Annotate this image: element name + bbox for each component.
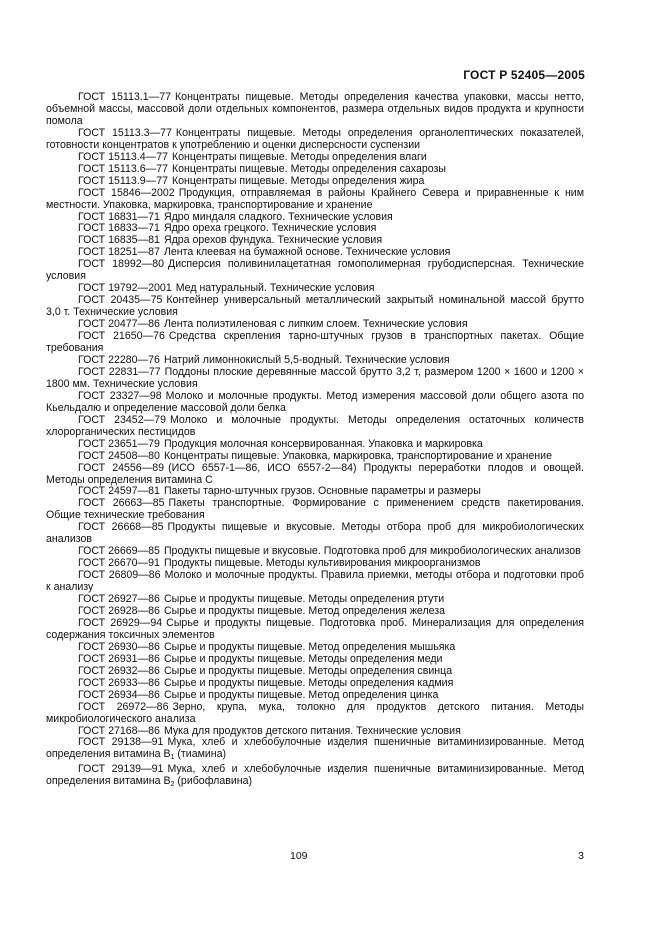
page-number: 109 <box>290 850 308 862</box>
standard-code: ГОСТ 15113.6—77 <box>78 162 168 175</box>
standard-code: ГОСТ 16835—81 <box>78 234 160 247</box>
standard-code: ГОСТ 23452—79 <box>78 413 166 426</box>
standard-title: Мед натуральный. Технические условия <box>175 282 375 295</box>
standard-title: Продукты пищевые и вкусовые. Подготовка проб для микробиологических анализов <box>163 545 581 558</box>
reference-entry <box>46 570 584 594</box>
standard-code: ГОСТ 26934—86 <box>78 688 160 701</box>
standard-code: ГОСТ 26972—86 <box>78 700 169 713</box>
standard-title: Зерно, крупа, мука, толокно для продуктов детского питания. Методы микробиологического анализа <box>46 700 584 725</box>
standard-code: ГОСТ 24597—81 <box>78 485 160 498</box>
standard-code: ГОСТ 18251—87 <box>78 246 160 259</box>
standard-title: Концентраты пищевые. Методы определения влаги <box>171 150 427 163</box>
standard-title: Молоко и молочные продукты. Правила приемки, методы отбора и подготовки проб к анализу <box>46 569 584 594</box>
standard-code: ГОСТ 26927—86 <box>78 593 160 606</box>
standard-code: ГОСТ 26809—86 <box>78 569 161 582</box>
standard-title: Сырье и продукты пищевые. Методы определения ртути <box>163 593 445 606</box>
standard-code: ГОСТ 26933—86 <box>78 676 160 689</box>
reference-entry <box>46 259 584 283</box>
standard-title: Дисперсия поливинилацетатная гомополимерная грубодисперсная. Технические условия <box>46 258 584 283</box>
sheet-number: 3 <box>578 850 584 862</box>
standard-title: Продукция молочная консервированная. Упаковка и маркировка <box>163 437 483 450</box>
standard-code: ГОСТ 26928—86 <box>78 604 160 617</box>
standard-title: Лента клеевая на бумажной основе. Технические условия <box>163 246 451 259</box>
standard-title: Продукция, отправляемая в районы Крайнего Севера и приравненные к ним местности. Упаковка, маркировка, транспортирование и хранение <box>46 186 584 211</box>
standard-title: Сырье и продукты пищевые. Методы определения кадмия <box>163 676 454 689</box>
standard-title: Сырье и продукты пищевые. Методы определения свинца <box>163 664 453 677</box>
standard-title: Контейнер универсальный металлический закрытый номинальной массой брутто 3,0 т. Технические условия <box>46 294 584 319</box>
standard-code: ГОСТ 29139—91 <box>78 763 164 776</box>
standard-code: ГОСТ 22280—76 <box>78 353 160 366</box>
standard-title: Концентраты пищевые. Методы определения жира <box>171 174 425 187</box>
standard-code: ГОСТ 23651—79 <box>78 437 160 450</box>
standard-code: ГОСТ 16831—71 <box>78 210 160 223</box>
reference-entry <box>46 737 584 764</box>
standard-code: ГОСТ 15846—2002 <box>78 186 175 199</box>
vitamin-subscript: 1 <box>170 754 175 762</box>
standard-title: Молоко и молочные продукты. Метод измерения массовой доли общего азота по Кьельдалю и определение массовой доли белка <box>46 389 584 414</box>
standard-title: Концентраты пищевые. Методы определения органолептических показателей, готовности концентратов к употреблению и оценки дисперсности суспензии <box>46 126 584 151</box>
standard-title: Мука, хлеб и хлебобулочные изделия пшеничные витаминизированные. Метод определения витамина B <box>46 736 584 761</box>
standard-title: Продукты пищевые. Методы культивирования микроорганизмов <box>163 557 481 570</box>
standard-title: Сырье и продукты пищевые. Метод определения цинка <box>163 688 439 701</box>
standard-title: Натрий лимоннокислый 5,5-водный. Технические условия <box>163 353 450 366</box>
standard-code: ГОСТ 24508—80 <box>78 449 160 462</box>
page-header-standard-id: ГОСТ Р 52405—2005 <box>463 68 585 82</box>
standard-code: ГОСТ 21650—76 <box>78 330 165 343</box>
standard-title: Мука для продуктов детского питания. Технические условия <box>163 724 461 737</box>
standard-title: Пакеты тарно-штучных грузов. Основные параметры и размеры <box>163 485 481 498</box>
standard-title: Мука, хлеб и хлебобулочные изделия пшеничные витаминизированные. Метод определения витамина B <box>46 763 584 788</box>
standard-title: Ядра орехов фундука. Технические условия <box>163 234 383 247</box>
reference-entry <box>46 92 584 128</box>
standard-code: ГОСТ 26929—94 <box>78 616 163 629</box>
standard-code: ГОСТ 26932—86 <box>78 664 160 677</box>
reference-entry <box>46 702 584 726</box>
standard-title: Поддоны плоские деревянные массой брутто 3,2 т, размером 1200 × 1600 и 1200 × 1800 мм. Технические условия <box>46 365 584 390</box>
standard-code: ГОСТ 20435—75 <box>78 294 163 307</box>
reference-entry <box>46 415 584 439</box>
standard-title: Лента полиэтиленовая с липким слоем. Технические условия <box>163 318 468 331</box>
standard-title: Ядро миндаля сладкого. Технические условия <box>163 210 393 223</box>
reference-entry <box>46 331 584 355</box>
standard-title: Концентраты пищевые. Методы определения сахарозы <box>171 162 446 175</box>
reference-entry <box>46 367 584 391</box>
standard-title: Концентраты пищевые. Методы определения качества упаковки, массы нетто, объемной массы, массовой доли отдельных компонентов, размера отдельных видов продукта и крупности помола <box>46 91 584 127</box>
standard-code: ГОСТ 23327—98 <box>78 389 162 402</box>
standard-title-tail: (тиамина) <box>174 748 227 761</box>
standard-code: ГОСТ 18992—80 <box>78 258 165 271</box>
standard-title: Сырье и продукты пищевые. Метод определения мышьяка <box>163 640 456 653</box>
standard-title: Продукты пищевые и вкусовые. Методы отбора проб для микробиологических анализов <box>46 521 584 546</box>
standard-code: ГОСТ 26930—86 <box>78 640 160 653</box>
reference-entry <box>46 764 584 791</box>
standard-title: Сырье и продукты пищевые. Методы определения меди <box>163 652 443 665</box>
standard-title: Концентраты пищевые. Упаковка, маркировка, транспортирование и хранение <box>163 449 552 462</box>
standard-code: ГОСТ 26670—91 <box>78 557 160 570</box>
reference-entry <box>46 128 584 152</box>
standard-code: ГОСТ 29138—91 <box>78 736 164 749</box>
reference-entry <box>46 295 584 319</box>
standard-title: Пакеты транспортные. Формирование с применением средств пакетирования. Общие технические требования <box>46 497 584 522</box>
standard-title-tail: (рибофлавина) <box>174 775 253 788</box>
standard-code: ГОСТ 15113.4—77 <box>78 150 168 163</box>
reference-entry <box>46 522 584 546</box>
standard-title: (ИСО 6557-1—86, ИСО 6557-2—84) Продукты переработки плодов и овощей. Методы определения витамина С <box>46 461 584 486</box>
standard-code: ГОСТ 27168—86 <box>78 724 160 737</box>
standard-code: ГОСТ 26669—85 <box>78 545 160 558</box>
standard-code: ГОСТ 16833—71 <box>78 222 160 235</box>
standard-title: Средства скрепления тарно-штучных грузов в транспортных пакетах. Общие требования <box>46 330 584 355</box>
standard-code: ГОСТ 22831—77 <box>78 365 161 378</box>
standard-code: ГОСТ 15113.1—77 <box>78 91 172 103</box>
standard-title: Сырье и продукты пищевые. Метод определения железа <box>163 604 446 617</box>
references-list <box>46 92 584 791</box>
standard-title: Молоко и молочные продукты. Методы определения остаточных количеств хлорорганических пестицидов <box>46 413 584 438</box>
reference-entry <box>46 498 584 522</box>
standard-code: ГОСТ 26663—85 <box>78 497 165 510</box>
standard-code: ГОСТ 24556—89 <box>78 461 165 474</box>
standard-code: ГОСТ 15113.3—77 <box>78 126 172 139</box>
reference-entry <box>46 188 584 212</box>
reference-entry <box>46 463 584 487</box>
standard-code: ГОСТ 26931—86 <box>78 652 160 665</box>
reference-entry <box>46 391 584 415</box>
standard-title: Сырье и продукты пищевые. Подготовка проб. Минерализация для определения содержания токсичных элементов <box>46 616 584 641</box>
standard-title: Ядро ореха грецкого. Технические условия <box>163 222 377 235</box>
reference-entry <box>46 618 584 642</box>
standard-code: ГОСТ 26668—85 <box>78 521 164 534</box>
vitamin-subscript: 2 <box>170 781 175 789</box>
standard-code: ГОСТ 20477—86 <box>78 318 160 331</box>
standard-code: ГОСТ 19792—2001 <box>78 282 172 295</box>
standard-code: ГОСТ 15113.9—77 <box>78 174 168 187</box>
